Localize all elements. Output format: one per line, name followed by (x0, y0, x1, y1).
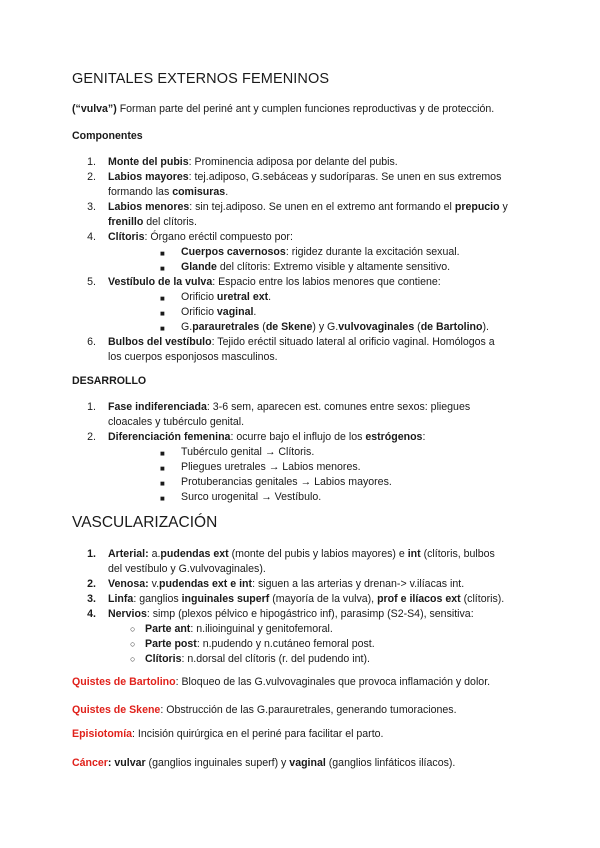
text-run: ). (482, 321, 489, 333)
sub-list-item (181, 260, 450, 275)
clinical-note (72, 675, 490, 690)
circle-bullet-icon: ○ (130, 624, 136, 634)
bold-term: Cuerpos cavernosos (181, 246, 286, 258)
circle-bullet-icon: ○ (130, 654, 136, 664)
text-run: . (253, 306, 257, 318)
text-run: : n.ilioinguinal y genitofemoral. (190, 623, 333, 635)
bold-term: Parte post (145, 638, 197, 650)
text-run: : simp (plexos pélvico e hipogástrico inf), parasimp (S2-S4), sensitiva: (146, 608, 474, 620)
list-item-line (108, 607, 474, 622)
page-title: GENITALES EXTERNOS FEMENINOS (72, 71, 330, 87)
bold-term: pudendas ext (160, 548, 229, 560)
bold-term: Glande (181, 261, 217, 273)
note-text: : Obstrucción de las G.parauretrales, generando tumoraciones. (160, 704, 457, 716)
list-item-line (108, 230, 293, 245)
note-term: Cáncer (72, 757, 108, 769)
text-run: (ganglios linfáticos ilíacos). (325, 757, 456, 769)
list-item-line (108, 430, 425, 445)
bold-term: prof e ilíacos ext (377, 593, 461, 605)
list-item-line (108, 215, 197, 230)
square-bullet-icon: ■ (160, 479, 165, 488)
list-item-line (108, 562, 266, 577)
text-run: : rigidez durante la excitación sexual. (285, 246, 460, 258)
list-item-line (108, 200, 508, 215)
text-run: (clítoris). (460, 593, 505, 605)
note-text: : Bloqueo de las G.vulvovaginales que provoca inflamación y dolor. (175, 676, 491, 688)
text-run: : tej.adiposo, G.sebáceas y sudoríparas. Se unen en sus extremos (188, 171, 502, 183)
square-bullet-icon: ■ (160, 324, 165, 333)
list-item-line (108, 275, 441, 290)
bold-term: Venosa: (108, 578, 149, 590)
list-item-line (108, 400, 470, 415)
clinical-note (72, 756, 455, 771)
text-run: y (499, 201, 508, 213)
list-number: 5. (87, 276, 96, 288)
clinical-note (72, 727, 384, 742)
text-run: del clítoris. (143, 216, 197, 228)
bold-term: Nervios (108, 608, 147, 620)
square-bullet-icon: ■ (160, 309, 165, 318)
square-bullet-icon: ■ (160, 494, 165, 503)
list-number: 1. (87, 548, 96, 560)
list-item-line (108, 415, 244, 430)
text-run: : ganglios (133, 593, 182, 605)
note-text: : Incisión quirúrgica en el periné para facilitar el parto. (132, 728, 384, 740)
text-run: Surco urogenital → Vestíbulo. (181, 491, 322, 503)
list-number: 1. (87, 401, 96, 413)
intro-term: (“vulva”) (72, 103, 117, 115)
clinical-note (72, 703, 457, 718)
text-run: Protuberancias genitales → Labios mayores. (181, 476, 392, 488)
text-run: (monte del pubis y labios mayores) e (228, 548, 408, 560)
bold-term: prepucio (454, 201, 500, 213)
text-run: . (268, 291, 272, 303)
square-bullet-icon: ■ (160, 249, 165, 258)
intro-paragraph (72, 102, 494, 117)
list-item-line (108, 335, 495, 350)
circle-bullet-icon: ○ (130, 639, 136, 649)
list-number: 3. (87, 593, 96, 605)
text-run: del vestíbulo y G.vulvovaginales). (108, 563, 266, 575)
square-bullet-icon: ■ (160, 449, 165, 458)
text-run: Pliegues uretrales → Labios menores. (181, 461, 361, 473)
bold-term: frenillo (108, 216, 144, 228)
text-run: ( (414, 321, 421, 333)
bold-term: vaginal (289, 757, 326, 769)
bold-term: estrógenos (365, 431, 423, 443)
text-run: : Tejido eréctil situado lateral al orificio vaginal. Homólogos a (211, 336, 495, 348)
text-run: G. (181, 321, 193, 333)
sub-list-item (181, 305, 256, 320)
list-number: 2. (87, 578, 96, 590)
vascularizacion-heading: VASCULARIZACIÓN (72, 514, 218, 531)
list-number: 4. (87, 231, 96, 243)
bold-term: vaginal (216, 306, 254, 318)
text-run: . (225, 186, 229, 198)
list-item-line (108, 592, 504, 607)
sub-list-item (181, 445, 314, 460)
square-bullet-icon: ■ (160, 464, 165, 473)
bold-term: pudendas ext e int (159, 578, 253, 590)
bold-term: Arterial: (108, 548, 149, 560)
bold-term: uretral ext (216, 291, 269, 303)
list-number: 1. (87, 156, 96, 168)
text-run: : n.pudendo y n.cutáneo femoral post. (196, 638, 375, 650)
bold-term: Fase indiferenciada (108, 401, 207, 413)
sub-list-item (181, 245, 460, 260)
sub-list-item (181, 320, 489, 335)
list-item-line (108, 185, 228, 200)
text-run: : Prominencia adiposa por delante del pubis. (188, 156, 398, 168)
square-bullet-icon: ■ (160, 264, 165, 273)
bold-term: de Skene (265, 321, 313, 333)
list-number: 4. (87, 608, 96, 620)
text-run: (ganglios inguinales superf) y (145, 757, 290, 769)
intro-text: Forman parte del periné ant y cumplen funciones reproductivas y de protección. (116, 103, 495, 115)
list-item-line (108, 547, 495, 562)
bold-term: vulvovaginales (338, 321, 415, 333)
bold-term: Clítoris (108, 231, 145, 243)
text-run: v. (148, 578, 160, 590)
bold-term: Labios menores (108, 201, 190, 213)
text-run: los cuerpos esponjosos masculinos. (108, 351, 278, 363)
text-run: : siguen a las arterias y drenan-> v.ilíacas int. (252, 578, 465, 590)
bold-term: Vestíbulo de la vulva (108, 276, 213, 288)
list-item-line (108, 155, 398, 170)
list-number: 2. (87, 171, 96, 183)
bold-term: Linfa (108, 593, 134, 605)
bold-term: parauretrales (192, 321, 260, 333)
bold-term: Monte del pubis (108, 156, 189, 168)
bold-term: Clítoris (145, 653, 182, 665)
text-run: : Órgano eréctil compuesto por: (144, 231, 293, 243)
text-run: : (422, 431, 426, 443)
list-number: 2. (87, 431, 96, 443)
text-run: Orificio (181, 291, 217, 303)
bold-term: Bulbos del vestíbulo (108, 336, 212, 348)
bold-term: inguinales superf (181, 593, 270, 605)
text-run: formando las (108, 186, 173, 198)
sub-list-item (145, 622, 333, 637)
sub-list-item (181, 475, 392, 490)
text-run: cloacales y tubérculo genital. (108, 416, 245, 428)
sub-list-item (145, 637, 375, 652)
list-number: 6. (87, 336, 96, 348)
text-run: (mayoría de la vulva), (269, 593, 378, 605)
list-number: 3. (87, 201, 96, 213)
text-run: : n.dorsal del clítoris (r. del pudendo int). (181, 653, 370, 665)
text-run: a. (148, 548, 161, 560)
note-term: Quistes de Bartolino (72, 676, 176, 688)
bold-term: Diferenciación femenina (108, 431, 231, 443)
desarrollo-heading: DESARROLLO (72, 375, 147, 387)
sub-list-item (145, 652, 370, 667)
list-item-line (108, 170, 501, 185)
text-run: del clítoris: Extremo visible y altamente sensitivo. (216, 261, 451, 273)
text-run: (clítoris, bulbos (420, 548, 495, 560)
list-item-line (108, 577, 464, 592)
text-run: : Espacio entre los labios menores que contiene: (212, 276, 441, 288)
bold-term: Parte ant (145, 623, 191, 635)
sub-list-item (181, 460, 361, 475)
text-run: : 3-6 sem, aparecen est. comunes entre sexos: pliegues (206, 401, 471, 413)
componentes-heading: Componentes (72, 130, 143, 142)
list-item-line (108, 350, 278, 365)
bold-term: Labios mayores (108, 171, 189, 183)
note-term: Episiotomía (72, 728, 133, 740)
bold-term: : vulvar (107, 757, 146, 769)
sub-list-item (181, 490, 321, 505)
text-run: : ocurre bajo el influjo de los (230, 431, 366, 443)
bold-term: int (407, 548, 421, 560)
sub-list-item (181, 290, 271, 305)
bold-term: de Bartolino (420, 321, 483, 333)
text-run: : sin tej.adiposo. Se unen en el extremo ant formando el (189, 201, 455, 213)
text-run: ( (259, 321, 266, 333)
bold-term: comisuras (172, 186, 226, 198)
text-run: Orificio (181, 306, 217, 318)
note-term: Quistes de Skene (72, 704, 161, 716)
text-run: Tubérculo genital → Clítoris. (181, 446, 315, 458)
text-run: ) y G. (312, 321, 339, 333)
square-bullet-icon: ■ (160, 294, 165, 303)
